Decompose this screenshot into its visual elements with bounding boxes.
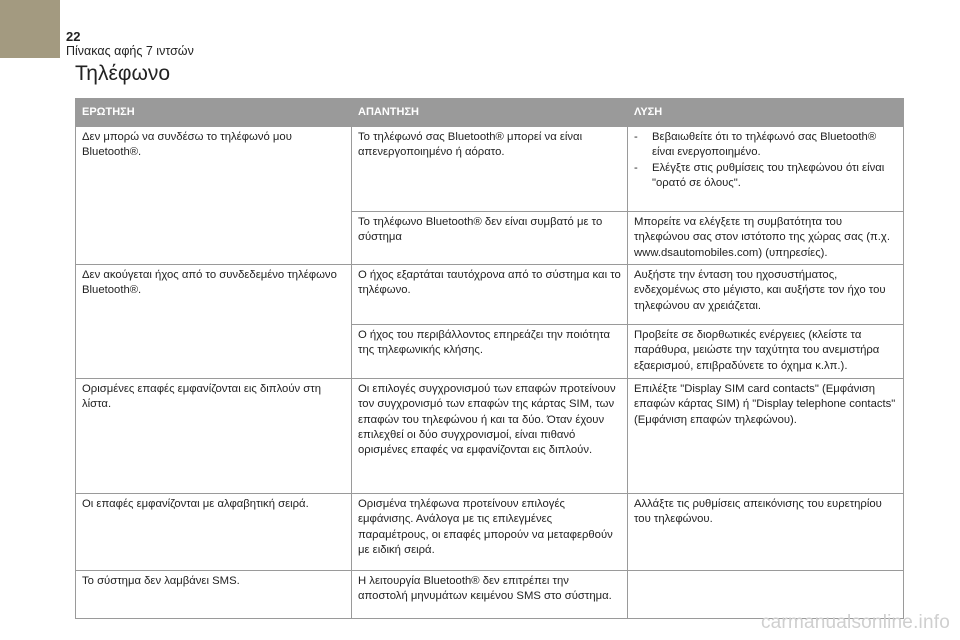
dash-bullet-icon: - [634,161,638,174]
solution-cell: Αυξήστε την ένταση του ηχοσυστήματος, ενδεχομένως στο μέγιστο, και αυξήστε τον ήχο του τηλεφώνου αν χρειάζεται. [628,265,904,325]
troubleshooting-table [75,98,904,619]
solution-cell: Αλλάξτε τις ρυθμίσεις απεικόνισης του ευρετηρίου του τηλεφώνου. [628,494,904,571]
solution-bullet: - Ελέγξτε στις ρυθμίσεις του τηλεφώνου ότι είναι "ορατό σε όλους". [634,161,897,192]
dash-bullet-icon: - [634,131,638,143]
solution-cell [628,127,904,212]
column-header-solution: ΛΥΣΗ [628,99,904,127]
table-row [76,265,904,325]
answer-cell: Ο ήχος εξαρτάται ταυτόχρονα από το σύστημα και το τηλέφωνο. [352,265,628,325]
watermark: carmanualsonline.info [760,612,950,633]
corner-tab [0,0,60,58]
answer-cell: Το τηλέφωνο Bluetooth® δεν είναι συμβατό με το σύστημα [352,212,628,265]
answer-cell: Το τηλέφωνό σας Bluetooth® μπορεί να είναι απενεργοποιημένο ή αόρατο. [352,127,628,212]
column-header-answer: ΑΠΑΝΤΗΣΗ [352,99,628,127]
breadcrumb: Πίνακας αφής 7 ιντσών [66,44,194,58]
question-cell: Δεν μπορώ να συνδέσω το τηλέφωνό μου Bluetooth®. [76,127,352,265]
question-cell: Ορισμένες επαφές εμφανίζονται εις διπλούν στη λίστα. [76,379,352,494]
table-header-row [76,99,904,127]
table-row [76,379,904,494]
page-title: Τηλέφωνο [75,62,171,85]
page-number: 22 [66,29,81,44]
question-cell: Οι επαφές εμφανίζονται με αλφαβητική σειρά. [76,494,352,571]
solution-cell: Μπορείτε να ελέγξετε τη συμβατότητα του τηλεφώνου σας στον ιστότοπο της χώρας σας (π.χ. www.dsautomobiles.com) (υπηρεσίες). [628,212,904,265]
column-header-question: ΕΡΩΤΗΣΗ [76,99,352,127]
answer-cell: Η λειτουργία Bluetooth® δεν επιτρέπει την αποστολή μηνυμάτων κειμένου SMS στο σύστημα. [352,571,628,619]
table-row [76,494,904,571]
answer-cell: Οι επιλογές συγχρονισμού των επαφών προτείνουν τον συγχρονισμό των επαφών της κάρτας SIM, των επαφών του τηλεφώνου ή και τα δύο. Όταν έχουν επιλεχθεί οι δύο συγχρονισμοί, είναι πιθανό ορισμένες επαφές να εμφανίζονται εις διπλούν. [352,379,628,494]
question-cell: Το σύστημα δεν λαμβάνει SMS. [76,571,352,619]
solution-bullet: - Βεβαιωθείτε ότι το τηλέφωνό σας Bluetooth® είναι ενεργοποιημένο. [634,130,897,161]
solution-cell: Επιλέξτε "Display SIM card contacts" (Εμφάνιση επαφών κάρτας SIM) ή "Display telephone contacts" (Εμφάνιση επαφών τηλεφώνου). [628,379,904,494]
solution-cell: Προβείτε σε διορθωτικές ενέργειες (κλείστε τα παράθυρα, μειώστε την ταχύτητα του ανεμιστήρα εξαερισμού, επιβραδύνετε το όχημα κ.λπ.). [628,325,904,379]
question-cell: Δεν ακούγεται ήχος από το συνδεδεμένο τηλέφωνο Bluetooth®. [76,265,352,379]
answer-cell: Ορισμένα τηλέφωνα προτείνουν επιλογές εμφάνισης. Ανάλογα με τις επιλεγμένες παραμέτρους, οι επαφές μπορούν να μεταφερθούν με ειδική σειρά. [352,494,628,571]
answer-cell: Ο ήχος του περιβάλλοντος επηρεάζει την ποιότητα της τηλεφωνικής κλήσης. [352,325,628,379]
table-row [76,127,904,212]
